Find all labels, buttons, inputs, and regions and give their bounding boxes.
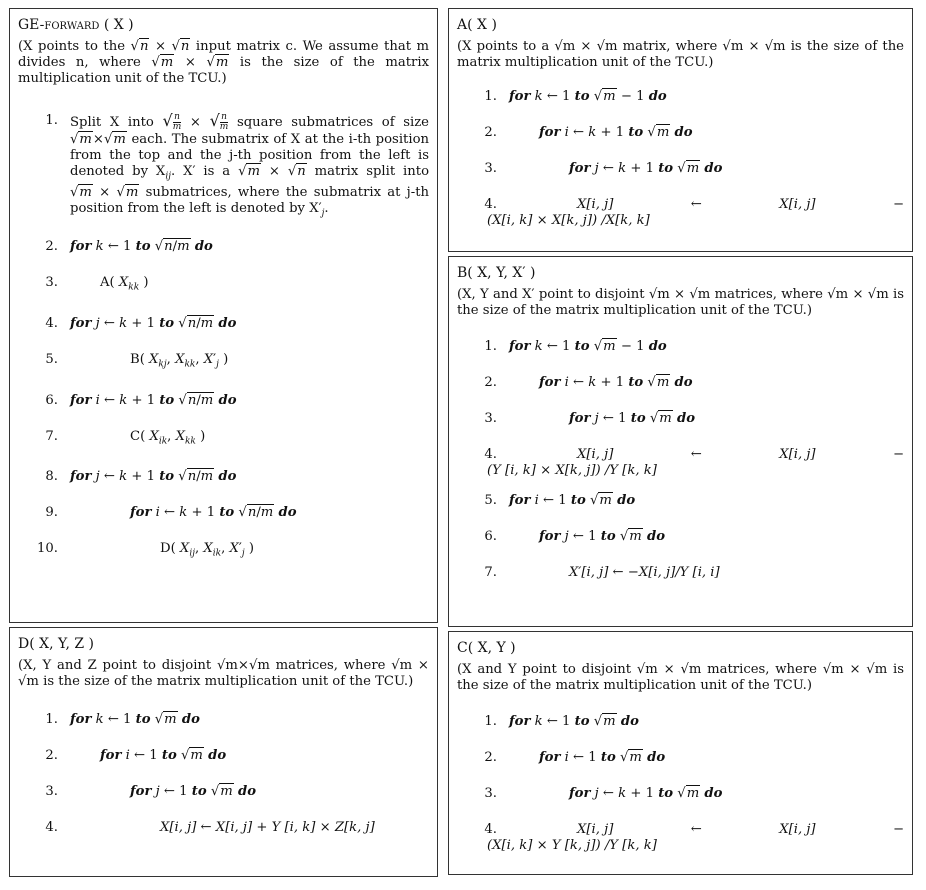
ge-step-3: 3. A( $X_{kk}$ )	[45, 275, 149, 293]
proc-c-description: (X and Y point to disjoint √m × √m matrices, where √m × √m is the size of the matrix multiplication unit of the TCU.)	[457, 662, 904, 693]
proc-d-steps	[18, 712, 429, 836]
ge-forward-description: (X points to the √n × √n input matrix c. We assume that m divides n, where √m × √m is the size of the matrix multiplication unit of the TCU.)	[18, 39, 430, 86]
a-step-1: 1. for k ← 1 to √m − 1 do	[484, 89, 667, 104]
b-step-6: 6. for j ← 1 to √m do	[484, 529, 665, 544]
ge-step-4: 4. for j ← k + 1 to √n/m do	[45, 315, 237, 331]
proc-c-box	[448, 631, 913, 875]
ge-step-5: 5. B( $X_{kj}$, $X_{kk}$, $X'_j$ )	[45, 351, 229, 370]
proc-b-box	[448, 256, 913, 627]
proc-b-title: B( X, Y, X′ )	[457, 265, 536, 281]
proc-b-description: (X, Y and X′ point to disjoint √m × √m matrices, where √m × √m is the size of the matrix multiplication unit of the TCU.)	[457, 287, 904, 318]
d-step-4: 4. X[i, j] ← X[i, j] + Y [i, k] × Z[k, j]	[45, 820, 375, 835]
b-step-3: 3. for j ← 1 to √m do	[484, 411, 695, 426]
proc-a-box	[448, 8, 913, 252]
ge-step-9: 9. for i ← k + 1 to √n/m do	[45, 505, 297, 521]
proc-a-title: A( X )	[457, 17, 497, 33]
ge-step-2: 2. for k ← 1 to √n/m do	[45, 239, 213, 255]
proc-d-box	[9, 627, 438, 877]
proc-b-steps	[457, 339, 904, 581]
d-step-3: 3. for j ← 1 to √m do	[45, 784, 256, 799]
b-step-7: 7. X′[i, j] ← −X[i, j]/Y [i, i]	[484, 565, 720, 580]
a-step-2: 2. for i ← k + 1 to √m do	[484, 125, 693, 140]
c-step-3: 3. for j ← k + 1 to √m do	[484, 786, 723, 801]
b-step-1: 1. for k ← 1 to √m − 1 do	[484, 339, 667, 354]
proc-a-steps	[457, 89, 904, 229]
ge-step-6: 6. for i ← k + 1 to √n/m do	[45, 392, 237, 408]
a-step-4: 4. X[i, j] ← X[i, j] − (X[i, k] × X[k, j]) /X[k, k]	[484, 197, 904, 228]
ge-step-7: 7. C( $X_{ik}$, $X_{kk}$ )	[45, 428, 206, 447]
b-step-2: 2. for i ← k + 1 to √m do	[484, 375, 693, 390]
ge-step-1: 1. Split X into √ $\frac{n}{m}$ × √ $\frac{n}{m}$ square submatrices of size √m×√m each. The submatrix of X at the i-th position from the top and the j-th position from the left is denoted by $X_{ij}$. X′ is a √m × √n matrix split into √m × √m submatrices, where the submatrix at j-th position from the left is denoted by $X'_j$.	[45, 111, 430, 219]
c-step-1: 1. for k ← 1 to √m do	[484, 714, 639, 729]
b-step-4: 4. X[i, j] ← X[i, j] − (Y [i, k] × X[k, j]) /Y [k, k]	[484, 447, 904, 478]
ge-step-8: 8. for j ← k + 1 to √n/m do	[45, 469, 237, 485]
proc-c-title: C( X, Y )	[457, 640, 516, 656]
proc-d-description: (X, Y and Z point to disjoint √m×√m matrices, where √m × √m is the size of the matrix multiplication unit of the TCU.)	[18, 658, 429, 689]
proc-c-steps	[457, 714, 904, 854]
b-step-5: 5. for i ← 1 to √m do	[484, 493, 636, 508]
ge-forward-title: GE-forward ( X )	[18, 17, 134, 33]
ge-forward-steps	[18, 113, 429, 562]
a-step-3: 3. for j ← k + 1 to √m do	[484, 161, 723, 176]
c-step-2: 2. for i ← 1 to √m do	[484, 750, 666, 765]
c-step-4: 4. X[i, j] ← X[i, j] − (X[i, k] × Y [k, j]) /Y [k, k]	[484, 822, 904, 853]
proc-a-description: (X points to a √m × √m matrix, where √m × √m is the size of the matrix multiplication unit of the TCU.)	[457, 39, 904, 70]
ge-forward-box	[9, 8, 438, 623]
proc-d-title: D( X, Y, Z )	[18, 636, 94, 652]
d-step-1: 1. for k ← 1 to √m do	[45, 712, 200, 727]
ge-step-10: 10. D( $X_{ij}$, $X_{ik}$, $X'_j$ )	[37, 541, 255, 559]
d-step-2: 2. for i ← 1 to √m do	[45, 748, 227, 763]
